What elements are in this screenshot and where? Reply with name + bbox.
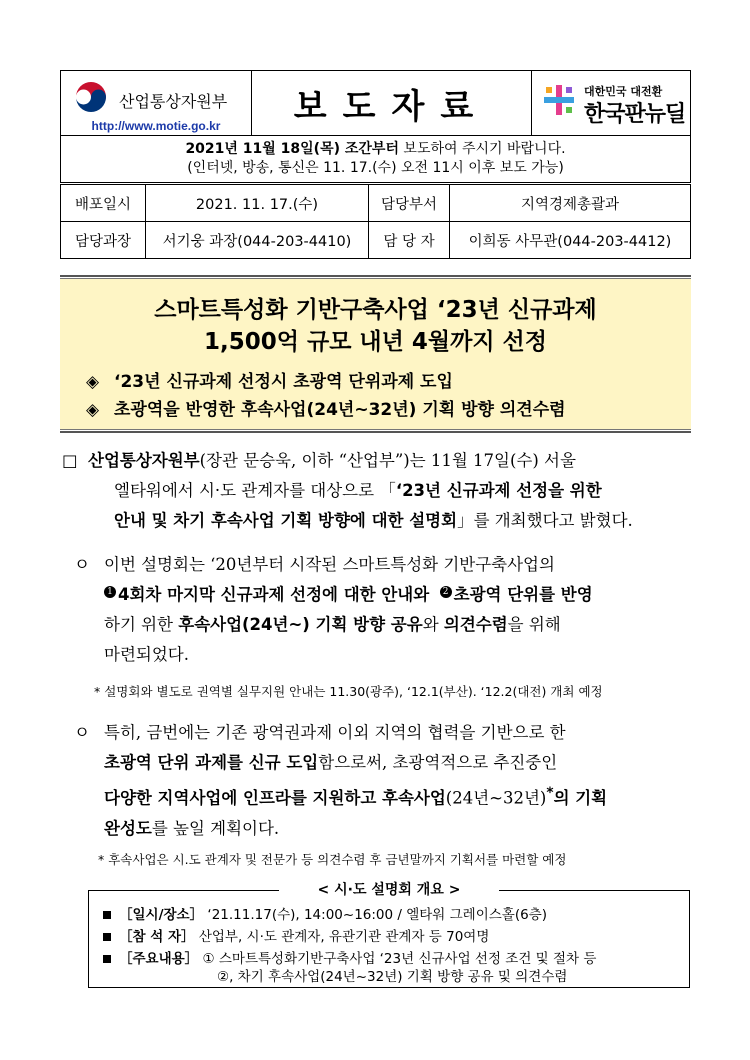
newdeal-logo-cell bbox=[532, 71, 691, 136]
value-release-date: 2021. 11. 17.(수) bbox=[146, 185, 369, 222]
p2-line4: 마련되었다. bbox=[104, 645, 189, 664]
p3-line3: 다양한 지역사업에 인프라를 지원하고 후속사업(24년~32년)*의 기획 bbox=[104, 785, 608, 808]
briefing-summary-box bbox=[88, 882, 690, 988]
summary-row-datetime: ［일시/장소］ ‘21.11.17(수), 14:00~16:00 / 엘타워 그레이스홀(6층) bbox=[103, 903, 547, 923]
paragraph-1-marker: □ bbox=[62, 451, 78, 470]
p2-line1: 이번 설명회는 ‘20년부터 시작된 스마트특성화 기반구축사업의 bbox=[104, 555, 555, 574]
square-bullet-icon bbox=[103, 911, 111, 919]
taegeuk-emblem-icon bbox=[73, 79, 109, 115]
summary-row-contents: ［주요내용］ ① 스마트특성화기반구축사업 ‘23년 신규사업 선정 조건 및 절차 등 bbox=[103, 947, 596, 967]
number-1-icon: 1 bbox=[104, 586, 116, 598]
footnote-1: * 설명회와 별도로 권역별 실무지원 안내는 11.30(광주), ‘12.1(부산). ‘12.2(대전) 개최 예정 bbox=[94, 684, 603, 699]
p2-line2: 1 4회차 마지막 신규과제 선정에 대한 안내와 2 초광역 단위를 반영 bbox=[104, 580, 692, 610]
embargo-rest: 보도하여 주시기 바랍니다. bbox=[398, 141, 566, 157]
summary-row-attendees: ［참 석 자］ 산업부, 시·도 관계자, 유관기관 관계자 등 70여명 bbox=[103, 925, 489, 945]
footnote-2: * 후속사업은 시.도 관계자 및 전문가 등 의견수렴 후 금년말까지 기획서를 마련할 예정 bbox=[98, 852, 567, 867]
headline-line2: 1,500억 규모 내년 4월까지 선정 bbox=[204, 329, 547, 355]
paragraph-1 bbox=[88, 446, 690, 536]
subheadline-1: ◈ ‘23년 신규과제 선정시 초광역 단위과제 도입 bbox=[86, 372, 453, 392]
headline-bottom-rule bbox=[60, 431, 691, 433]
diamond-icon: ◈ bbox=[86, 400, 100, 420]
embargo-date: 2021년 11월 18일(목) 조간부터 bbox=[185, 141, 399, 157]
newdeal-big-text: 한국판뉴딜 bbox=[584, 102, 686, 127]
p1-line1: 산업통상자원부(장관 문승욱, 이하 “산업부”)는 11월 17일(수) 서울 bbox=[88, 451, 576, 470]
contact-table bbox=[60, 184, 691, 259]
p1-line2: 엘타워에서 시·도 관계자를 대상으로 「‘23년 신규과제 선정을 위한 bbox=[114, 481, 602, 500]
value-department: 지역경제총괄과 bbox=[450, 185, 691, 222]
label-department: 담당부서 bbox=[369, 185, 450, 222]
headline-box bbox=[60, 278, 691, 430]
label-release-date: 배포일시 bbox=[61, 185, 146, 222]
embargo-notice bbox=[61, 136, 691, 183]
ministry-name: 산업통상자원부 bbox=[119, 92, 228, 111]
p3-line1: 특히, 금번에는 기존 광역권과제 이외 지역의 협력을 기반으로 한 bbox=[104, 723, 566, 742]
label-staff: 담 당 자 bbox=[369, 222, 450, 259]
number-2-icon: 2 bbox=[440, 586, 452, 598]
newdeal-small-text: 대한민국 대전환 bbox=[584, 85, 663, 98]
label-manager: 담당과장 bbox=[61, 222, 146, 259]
paragraph-3-marker: ㅇ bbox=[74, 723, 90, 742]
ministry-logo-cell bbox=[61, 71, 252, 136]
press-header bbox=[60, 70, 691, 183]
headline-line1: 스마트특성화 기반구축사업 ‘23년 신규과제 bbox=[154, 297, 597, 323]
press-release-title: 보도자료 bbox=[252, 71, 532, 136]
p3-line2: 초광역 단위 과제를 신규 도입함으로써, 초광역적으로 추진중인 bbox=[104, 753, 558, 772]
p2-line3: 하기 위한 후속사업(24년~) 기획 방향 공유와 의견수렴을 위해 bbox=[104, 615, 561, 634]
p1-line3: 안내 및 차기 후속사업 기획 방향에 대한 설명회」를 개최했다고 밝혔다. bbox=[114, 511, 633, 530]
summary-row-contents-line2: ②, 차기 후속사업(24년~32년) 기획 방향 공유 및 의견수렴 bbox=[217, 969, 568, 985]
square-bullet-icon bbox=[103, 955, 111, 963]
value-manager: 서기웅 과장(044-203-4410) bbox=[146, 222, 369, 259]
p3-line4: 완성도를 높일 계획이다. bbox=[104, 818, 280, 838]
subheadline-2: ◈ 초광역을 반영한 후속사업(24년~32년) 기획 방향 의견수렴 bbox=[86, 400, 566, 420]
paragraph-2-marker: ㅇ bbox=[74, 555, 90, 574]
embargo-online: (인터넷, 방송, 통신은 11. 17.(수) 오전 11시 이후 보도 가능) bbox=[187, 160, 564, 176]
newdeal-logo-icon bbox=[542, 83, 576, 117]
square-bullet-icon bbox=[103, 933, 111, 941]
headline-top-rule bbox=[60, 275, 691, 277]
paragraph-3 bbox=[104, 718, 692, 844]
diamond-icon: ◈ bbox=[86, 372, 100, 392]
briefing-summary-title: < 시·도 설명회 개요 > bbox=[279, 879, 499, 899]
ministry-url[interactable]: http://www.motie.go.kr bbox=[91, 119, 221, 133]
value-staff: 이희동 사무관(044-203-4412) bbox=[450, 222, 691, 259]
paragraph-2 bbox=[104, 550, 692, 670]
